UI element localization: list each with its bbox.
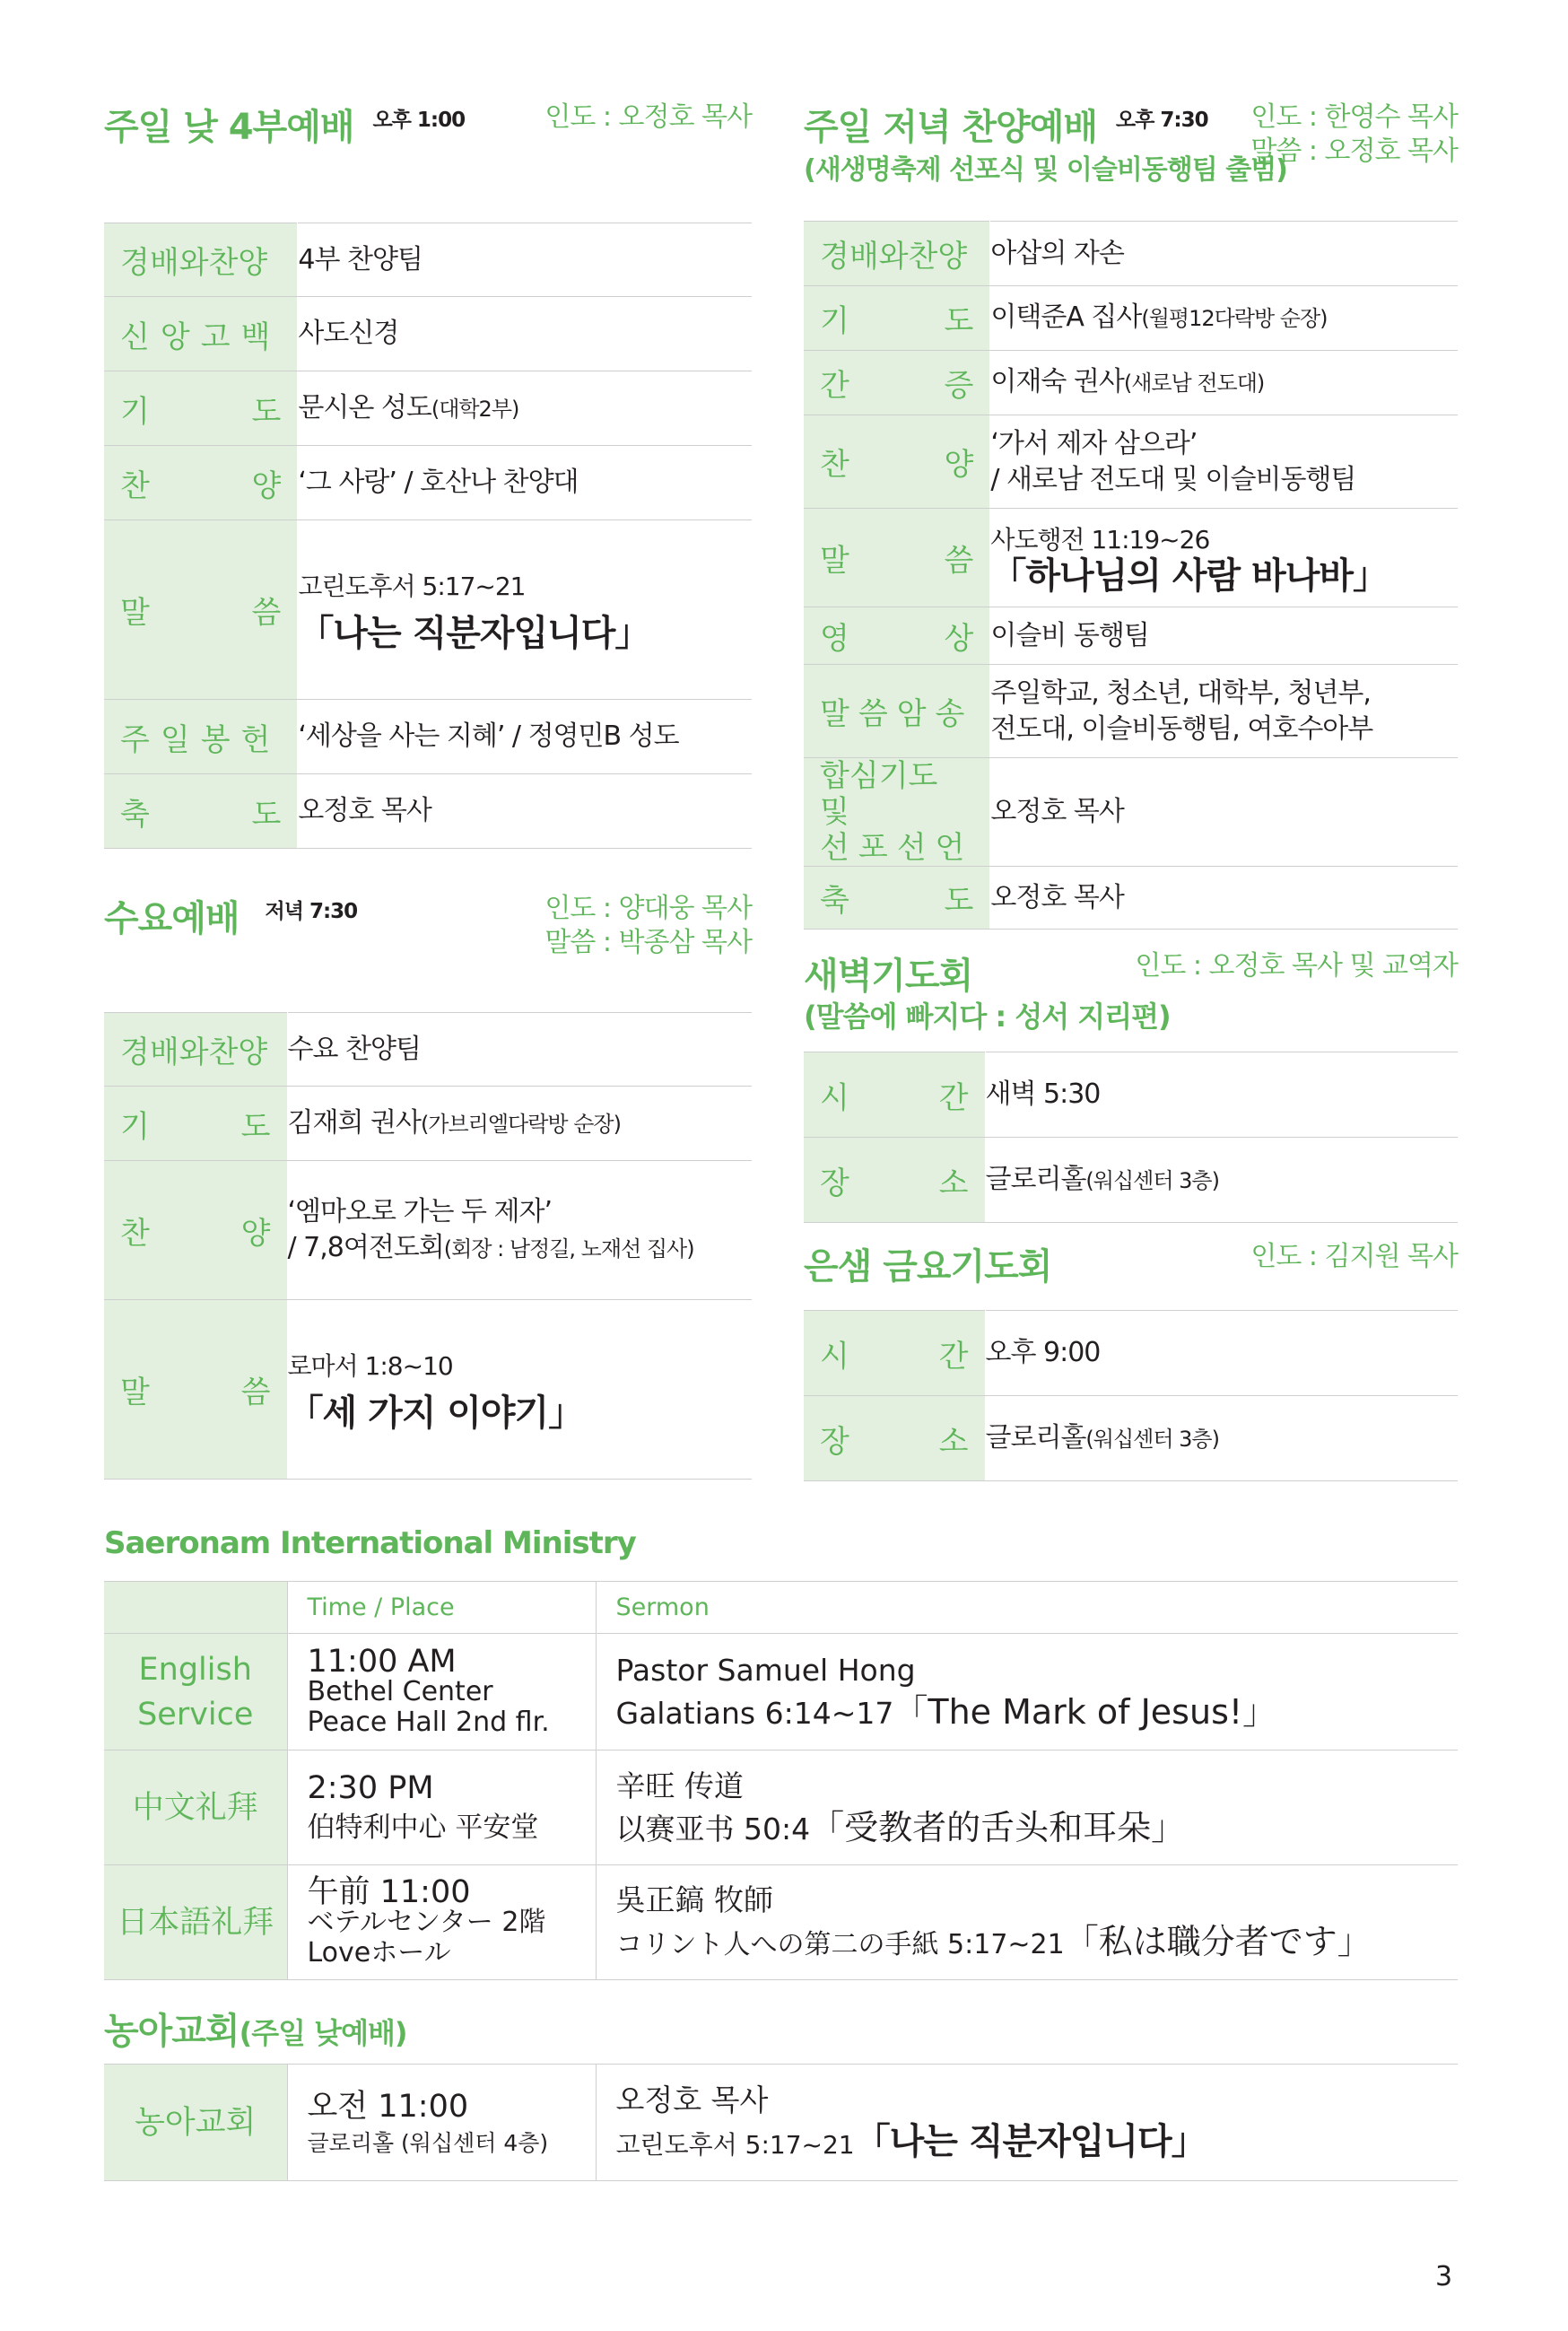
table-row [804, 1311, 1458, 1396]
sunday-evening-time: 오후 7:30 [1115, 109, 1208, 132]
row-label: 장 소 [820, 1423, 969, 1460]
row-label: 찬 양 [820, 447, 974, 483]
wednesday-table [104, 1012, 752, 1480]
table-row [104, 1013, 752, 1087]
sermon-cell [298, 520, 752, 700]
table-row [804, 607, 1458, 665]
row-value: 사도신경 [298, 297, 752, 371]
sermon-title: 「세 가지 이야기」 [287, 1392, 584, 1434]
row-label: 말씀암송 [820, 696, 974, 732]
table-row [804, 1396, 1458, 1481]
table-row [104, 446, 752, 520]
sunday-evening-table [804, 221, 1458, 930]
row-value: ‘가서 제자 삼으라’ / 새로남 전도대 및 이슬비동행팀 [990, 415, 1458, 509]
row-label: 영 상 [820, 621, 974, 657]
sunday-evening-leaders: 인도 : 한영수 목사 말씀 : 오정호 목사 [1250, 101, 1458, 167]
row-label: 말 씀 [820, 543, 974, 579]
row-value: ‘그 사랑’ / 호산나 찬양대 [298, 446, 752, 520]
service-name: 농아교회 [104, 2065, 287, 2181]
sermon-cell [990, 509, 1458, 607]
table-row [104, 1300, 752, 1480]
sermon-title: 「受教者的舌头和耳朵」 [810, 1807, 1186, 1847]
row-label: 축 도 [120, 796, 282, 833]
row-value: ‘엠마오로 가는 두 제자’ / 7,8여전도회(회장 : 남정길, 노재선 집사) [287, 1161, 752, 1300]
row-value: 오정호 목사 [298, 774, 752, 849]
row-value: 김재희 권사(가브리엘다락방 순장) [287, 1087, 752, 1161]
table-row [804, 415, 1458, 509]
table-row [104, 774, 752, 849]
row-label: 시 간 [820, 1079, 969, 1116]
deaf-subtitle: (주일 낮예배) [239, 2016, 407, 2050]
row-label: 말 씀 [120, 595, 282, 631]
row-value: ‘세상을 사는 지혜’ / 정영민B 성도 [298, 700, 752, 774]
time-place: 오전 11:00 글로리홀 (워십센터 4층) [287, 2065, 596, 2181]
international-title: Saeronam International Ministry [104, 1525, 636, 1561]
sermon-title: 「하나님의 사람 바나바」 [990, 554, 1389, 597]
table-row [104, 1161, 752, 1300]
dawn-title: 새벽기도회 [804, 956, 973, 997]
row-label: 합심기도 및 선포선언 [820, 758, 974, 866]
row-label: 신앙고백 [120, 319, 282, 355]
table-row [104, 297, 752, 371]
sermon-reference: 로마서 1:8~10 [287, 1350, 453, 1381]
row-label: 경배와찬양 [120, 245, 268, 281]
row-label: 기 도 [820, 303, 974, 339]
sermon-title: 「The Mark of Jesus!」 [893, 1691, 1277, 1732]
time-place: 午前 11:00 ベテルセンター 2階 Loveホール [287, 1865, 596, 1980]
table-row [104, 1087, 752, 1161]
table-row [104, 1750, 1458, 1865]
table-row [104, 223, 752, 297]
row-value: 이슬비 동행팀 [990, 607, 1458, 665]
row-value: 문시온 성도(대학2부) [298, 371, 752, 446]
sunday-evening-title: 주일 저녁 찬양예배 $^{오후 7:30}$ [804, 107, 1208, 148]
sermon-title: 「나는 직분자입니다」 [298, 612, 650, 654]
international-table [104, 1581, 1458, 1980]
friday-table [804, 1310, 1458, 1481]
table-row [804, 867, 1458, 930]
sunday4-leader: 인도 : 오정호 목사 [544, 101, 752, 133]
table-header-row [104, 1582, 1458, 1634]
row-label: 주일봉헌 [120, 721, 282, 758]
table-row [804, 286, 1458, 351]
page-number: 3 [1435, 2261, 1453, 2292]
deaf-table [104, 2064, 1458, 2181]
table-row [804, 1138, 1458, 1223]
table-row [804, 758, 1458, 867]
row-value: 아삽의 자손 [990, 222, 1458, 286]
row-label: 장 소 [820, 1165, 969, 1201]
row-value: 4부 찬양팀 [298, 223, 752, 297]
row-value: 이택준A 집사(월평12다락방 순장) [990, 286, 1458, 351]
table-row [104, 371, 752, 446]
row-label: 축 도 [820, 883, 974, 919]
sunday4-title: 주일 낮 4부예배 $^{오후 1:00}$ [104, 107, 466, 148]
row-value: 이재숙 권사(새로남 전도대) [990, 351, 1458, 415]
wednesday-time: 저녁 7:30 [265, 900, 358, 923]
row-value: 오정호 목사 [990, 758, 1458, 867]
service-name: English Service [104, 1634, 287, 1750]
header-sermon: Sermon [596, 1582, 1458, 1634]
row-label: 기 도 [120, 1108, 271, 1145]
dawn-subtitle: (말씀에 빠지다 : 성서 지리편) [804, 1000, 1171, 1034]
header-time-place: Time / Place [287, 1582, 596, 1634]
row-value: 오후 9:00 [985, 1311, 1458, 1396]
sermon-info: Pastor Samuel Hong Galatians 6:14~17「The Mark of Jesus!」 [596, 1634, 1458, 1750]
row-label: 경배와찬양 [120, 1035, 268, 1070]
service-name: 日本語礼拜 [104, 1865, 287, 1980]
table-row [804, 665, 1458, 758]
row-value: 수요 찬양팀 [287, 1013, 752, 1087]
wednesday-leaders: 인도 : 양대웅 목사 말씀 : 박종삼 목사 [544, 893, 752, 958]
row-label: 시 간 [820, 1338, 969, 1375]
sermon-info: 오정호 목사 고린도후서 5:17~21「나는 직분자입니다」 [596, 2065, 1458, 2181]
row-value: 오정호 목사 [990, 867, 1458, 930]
table-row [104, 700, 752, 774]
sermon-reference: 사도행전 11:19~26 [990, 524, 1210, 554]
table-row [104, 1634, 1458, 1750]
table-row [804, 509, 1458, 607]
dawn-table [804, 1052, 1458, 1223]
row-label: 말 씀 [120, 1375, 271, 1410]
table-row [104, 2065, 1458, 2181]
sunday4-table [104, 223, 752, 849]
friday-leader: 인도 : 김지원 목사 [1250, 1241, 1458, 1272]
sunday4-time: 오후 1:00 [372, 109, 466, 132]
table-row [104, 1865, 1458, 1980]
row-value: 글로리홀(워십센터 3층) [985, 1138, 1458, 1223]
row-value: 글로리홀(워십센터 3층) [985, 1396, 1458, 1481]
sermon-title: 「私は職分者です」 [1064, 1921, 1372, 1961]
service-name: 中文礼拜 [104, 1750, 287, 1865]
row-value: 주일학교, 청소년, 대학부, 청년부, 전도대, 이슬비동행팀, 여호수아부 [990, 665, 1458, 758]
wednesday-title: 수요예배 $^{저녁 7:30}$ [104, 898, 358, 939]
dawn-leader: 인도 : 오정호 목사 및 교역자 [1135, 950, 1458, 982]
sermon-info: 辛旺 传道 以赛亚书 50:4「受教者的舌头和耳朵」 [596, 1750, 1458, 1865]
sermon-title: 「나는 직분자입니다」 [854, 2120, 1206, 2162]
sermon-info: 吳正鎬 牧師 コリント人への第二の手紙 5:17~21「私は職分者です」 [596, 1865, 1458, 1980]
sunday-evening-subtitle: (새생명축제 선포식 및 이슬비동행팀 출범) [804, 154, 1287, 186]
table-row [804, 1052, 1458, 1138]
friday-title: 은샘 금요기도회 [804, 1246, 1052, 1288]
row-label: 찬 양 [120, 1215, 271, 1252]
sermon-reference: 고린도후서 5:17~21 [298, 571, 526, 601]
row-label: 찬 양 [120, 467, 282, 504]
row-label: 경배와찬양 [820, 239, 968, 275]
time-place: 11:00 AM Bethel Center Peace Hall 2nd flr. [287, 1634, 596, 1750]
row-label: 간 증 [820, 368, 974, 404]
table-row [804, 351, 1458, 415]
sermon-cell [287, 1300, 752, 1480]
row-value: 새벽 5:30 [985, 1052, 1458, 1138]
time-place: 2:30 PM 伯特利中心 平安堂 [287, 1750, 596, 1865]
table-row [804, 222, 1458, 286]
row-label: 기 도 [120, 393, 282, 430]
deaf-title: 농아교회(주일 낮예배) [104, 2011, 407, 2052]
table-row [104, 520, 752, 700]
